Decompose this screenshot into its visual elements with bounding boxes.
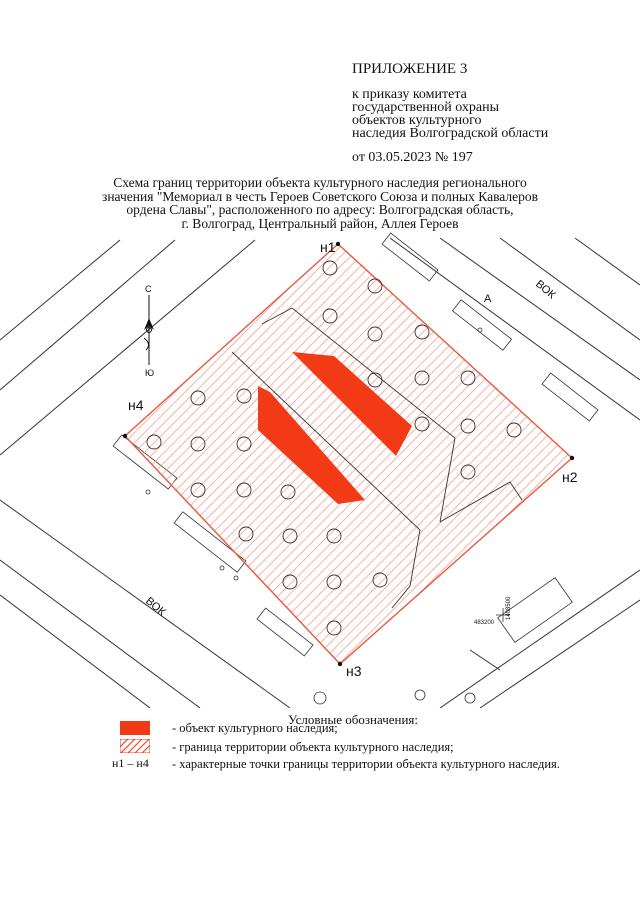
title-line: г. Волгоград, Центральный район, Аллея Героев bbox=[181, 215, 459, 231]
title-line: Схема границ территории объекта культурного наследия регионального bbox=[113, 175, 527, 190]
order-line: государственной охраны bbox=[352, 100, 500, 115]
north-label: С bbox=[145, 284, 152, 294]
legend-text: - объект культурного наследия; bbox=[172, 721, 338, 735]
scheme-title bbox=[0, 176, 640, 230]
coordinate-y: 1408500 bbox=[506, 596, 512, 620]
title-line: значения "Мемориал в честь Героев Советского Союза и полных Кавалеров bbox=[102, 188, 538, 204]
legend-item-boundary bbox=[0, 738, 640, 754]
legend-title: Условные обозначения: bbox=[288, 712, 419, 727]
point-label-n2: н2 bbox=[562, 469, 578, 485]
legend-text: - характерные точки границы территории объекта культурного наследия. bbox=[172, 757, 560, 771]
point-label-n4: н4 bbox=[128, 397, 144, 413]
appendix-title: ПРИЛОЖЕНИЕ 3 bbox=[352, 61, 468, 77]
street-label-bottom: ВОК bbox=[143, 595, 168, 619]
legend-item-points bbox=[0, 756, 640, 772]
territory-area bbox=[125, 244, 572, 664]
legend-code: н1 – н4 bbox=[112, 756, 149, 770]
street-label-top: ВОК bbox=[533, 278, 558, 302]
legend-text: - граница территории объекта культурного наследия; bbox=[172, 740, 454, 754]
north-arrow-icon bbox=[144, 295, 154, 365]
block-label: А bbox=[484, 293, 492, 305]
territory-map bbox=[0, 230, 640, 708]
order-line: к приказу комитета bbox=[352, 87, 467, 102]
point-label-n1: н1 bbox=[320, 239, 336, 255]
order-reference bbox=[352, 88, 548, 140]
legend-swatch-hatched bbox=[120, 739, 150, 753]
legend-swatch-solid bbox=[120, 721, 150, 735]
order-line: объектов культурного bbox=[352, 113, 482, 128]
south-label: Ю bbox=[145, 368, 155, 378]
coordinate-x: 483200 bbox=[474, 620, 495, 626]
order-date: от 03.05.2023 № 197 bbox=[352, 150, 473, 165]
title-line: ордена Славы", расположенного по адресу: Волгоградская область, bbox=[126, 202, 514, 217]
point-label-n3: н3 bbox=[346, 663, 362, 679]
order-line: наследия Волгоградской области bbox=[352, 126, 549, 141]
legend-item-object bbox=[0, 720, 640, 736]
